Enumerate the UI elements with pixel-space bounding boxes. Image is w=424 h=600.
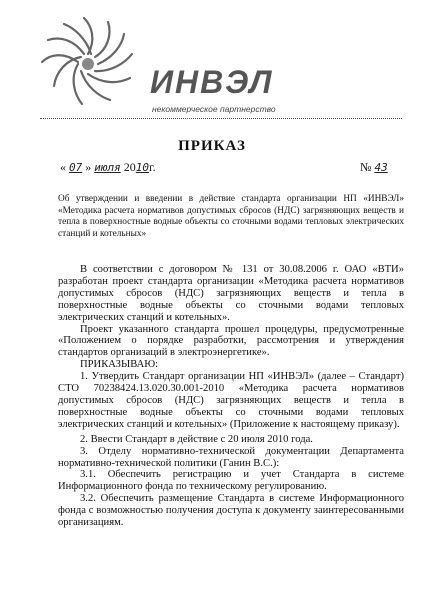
date-year-suffix: 10 (135, 161, 149, 174)
organization-logo (28, 14, 276, 114)
body-paragraph: В соответствии с договором № 131 от 30.08.2006 г. ОАО «ВТИ» разработан проект стандарта организации «Методика расчета нормативов допустимых сбросов (НДС) загрязняющих веществ и тепла в поверхностные водные объекты со сточными водами тепловых электрических станций и котельных». (58, 264, 404, 323)
order-item: 3.1. Обеспечить регистрацию и учет Стандарта в системе Информационного фонда по техническому регулированию. (58, 469, 404, 493)
document-title: ПРИКАЗ (178, 138, 246, 154)
number-sign: № (360, 160, 372, 174)
order-item: 3.2. Обеспечить размещение Стандарта в системе Информационного фонда с возможностью получения доступа к документу заинтересованными организациям. (58, 493, 404, 529)
order-heading: ПРИКАЗЫВАЮ: (80, 359, 159, 371)
number-value: 43 (374, 161, 388, 174)
document-date (60, 160, 156, 175)
date-year-prefix: 20 (123, 160, 136, 174)
document-subject: Об утверждении и введении в действие стандарта организации НП «ИНВЭЛ» «Методика расчета нормативов допустимых сбросов (НДС) загрязняющих веществ и тепла в поверхностные водные объекты со сточными водами тепловых электрических станций и котельных» (58, 194, 404, 239)
date-open-quote: « (60, 160, 66, 174)
date-close-quote: » (85, 160, 92, 174)
date-year-end: г. (149, 160, 156, 174)
date-month: июля (94, 161, 121, 174)
sun-swirl-logo-icon (28, 14, 158, 114)
document-body (58, 264, 404, 529)
header-divider (40, 118, 402, 119)
body-paragraph: Проект указанного стандарта прошел процедуры, предусмотренные «Положением о порядке разработки, рассмотрения и утверждения стандартов организаций в электроэнергетике». (58, 323, 404, 359)
organization-name: ИНВЭЛ (150, 64, 274, 100)
order-item: 3. Отделу нормативно-технической документации Департамента нормативно-технической политики (Ганин В.С.): (58, 445, 404, 469)
date-day: 07 (69, 161, 83, 174)
organization-subtitle: некоммерческое партнерство (152, 104, 276, 114)
order-item: 2. Ввести Стандарт в действие с 20 июля 2010 года. (80, 433, 313, 445)
order-item: 1. Утвердить Стандарт организации НП «ИНВЭЛ» (далее – Стандарт) СТО 70238424.13.020.30.001-2010 «Методика расчета нормативов допустимых сбросов (НДС) загрязняющих веществ и тепла в поверхностные водные объекты со сточными водами тепловых электрических станций и котельных» (Приложение к настоящему приказу). (58, 371, 404, 430)
document-number (360, 160, 388, 175)
